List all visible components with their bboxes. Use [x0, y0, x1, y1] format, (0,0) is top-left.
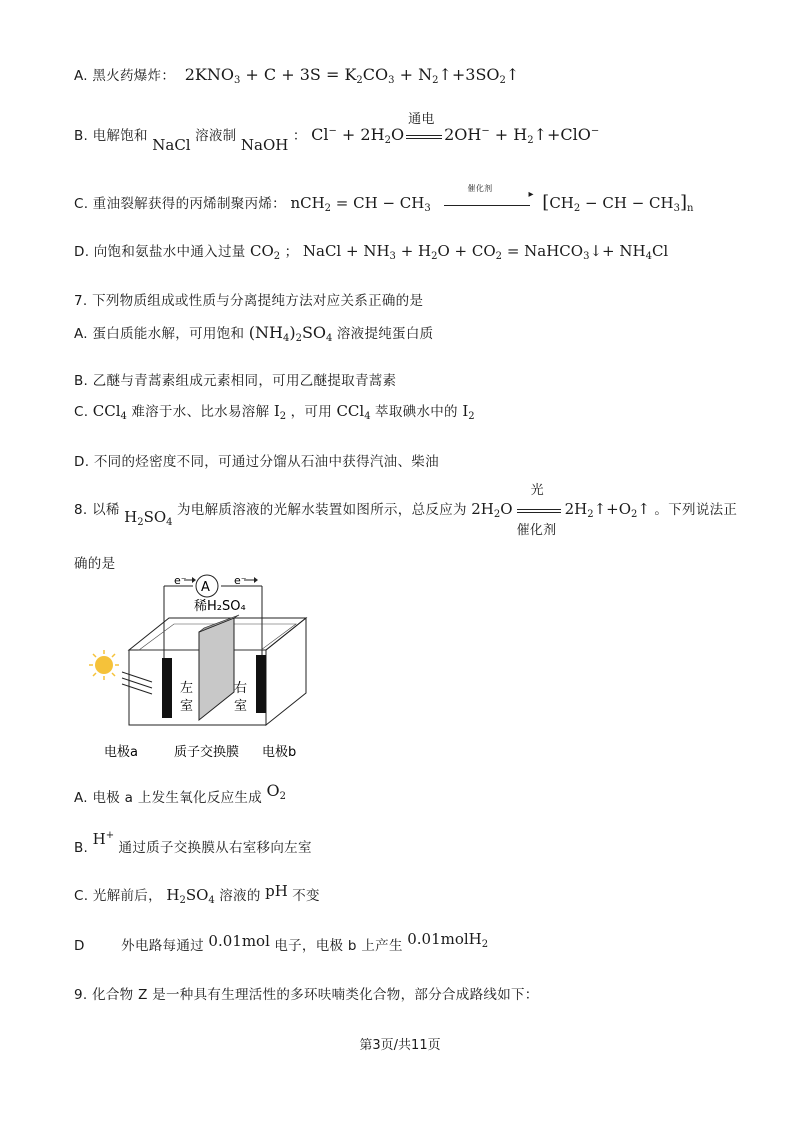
electrode-b	[256, 655, 266, 713]
right-room-label-1: 右	[234, 681, 248, 696]
page-footer: 第3页/共11页	[359, 1038, 441, 1053]
electrode-b-label: 电极b	[262, 745, 297, 760]
solution-label: 稀H₂SO₄	[194, 599, 246, 614]
ammonium-sulfate-formula: $(NH_4)_2SO_4$	[248, 323, 333, 344]
option-7b: B. 乙醚与青蒿素组成元素相同，可用乙醚提取青蒿素	[74, 373, 397, 389]
membrane-label: 质子交换膜	[174, 745, 240, 760]
option-7d: D. 不同的烃密度不同，可通过分馏从石油中获得汽油、柴油	[74, 454, 439, 470]
option-6b: B. 电解饱和 NaCl 溶液制 NaOH ： $Cl^- + 2H_2O$ 通电 $2OH^- + H_2↑+ClO^-$	[74, 112, 600, 154]
electron-label-right: e⁻	[234, 574, 247, 587]
electrode-a	[162, 658, 172, 718]
option-8c: C. 光解前后， $H_2SO_4$ 溶液的 pH 不变	[74, 882, 320, 906]
question-7-stem: 7. 下列物质组成或性质与分离提纯方法对应关系正确的是	[74, 293, 424, 309]
option-8d: D 外电路每通过 0.01mol 电子，电极 b 上产生 0.01molH$_2$	[74, 930, 489, 954]
equation-6d: NaCl + $NH_3 + H_2O + CO_2$ = NaHCO$_3$↓+ $NH_4Cl$	[302, 242, 669, 262]
photolysis-apparatus-diagram	[84, 570, 334, 770]
sun-icon	[89, 650, 119, 680]
option-6d: D. 向饱和氨盐水中通入过量 $CO_2$ ； NaCl + $NH_3 + H_2O + CO_2$ = NaHCO$_3$↓+ $NH_4Cl$	[74, 242, 669, 262]
option-6a: A. 黑火药爆炸： $2KNO_3 + C + 3S = K_2CO_3$ + $N_2↑+3SO_2↑$	[74, 65, 520, 86]
equation-8: $2H_2O$ 光 催化剂 $2H_2↑+O_2↑$	[471, 483, 650, 538]
question-8-stem-cont: 确的是	[74, 556, 116, 572]
option-6c: C. 重油裂解获得的丙烯制聚丙烯： nCH$_2$ = CH − $CH_3$ 催化剂 ▸ [$CH_2$ − CH − $CH_3]_n$	[74, 184, 694, 214]
equation-6a: $2KNO_3 + C + 3S = K_2CO_3$ + $N_2↑+3SO_2↑$	[179, 65, 520, 86]
option-8a: A. 电极 a 上发生氧化反应生成 $O_2$	[74, 781, 286, 806]
ammeter-label: A	[201, 580, 210, 595]
electron-label-left: e⁻	[174, 574, 187, 587]
electrode-a-label: 电极a	[104, 745, 138, 760]
left-room-label-2: 室	[180, 699, 194, 714]
option-7c: C. CCl$_4$ 难溶于水、比水易溶解 $I_2$ ，可用 CCl$_4$ 萃取碘水中的 $I_2$	[74, 402, 475, 422]
proton-exchange-membrane	[199, 618, 234, 720]
equation-6b: $Cl^- + 2H_2O$ 通电 $2OH^- + H_2↑+ClO^-$	[311, 112, 600, 146]
equation-6c: nCH$_2$ = CH − $CH_3$ 催化剂 ▸ [$CH_2$ − CH − $CH_3]_n$	[290, 184, 694, 214]
question-8-stem: 8. 以稀 $H_2SO_4$ 为电解质溶液的光解水装置如图所示，总反应为 $2H_2O$ 光 催化剂 $2H_2↑+O_2↑$ 。下列说法正	[74, 483, 738, 538]
option-8b: B. H+ 通过质子交换膜从右室移向左室	[74, 830, 312, 856]
co2-formula: $CO_2$	[250, 242, 281, 262]
right-room-label-2: 室	[234, 699, 248, 714]
option-7a: A. 蛋白质能水解，可用饱和 $(NH_4)_2SO_4$ 溶液提纯蛋白质	[74, 323, 434, 344]
question-9-stem: 9. 化合物 Z 是一种具有生理活性的多环呋喃类化合物，部分合成路线如下：	[74, 987, 539, 1003]
left-room-label-1: 左	[180, 681, 194, 696]
